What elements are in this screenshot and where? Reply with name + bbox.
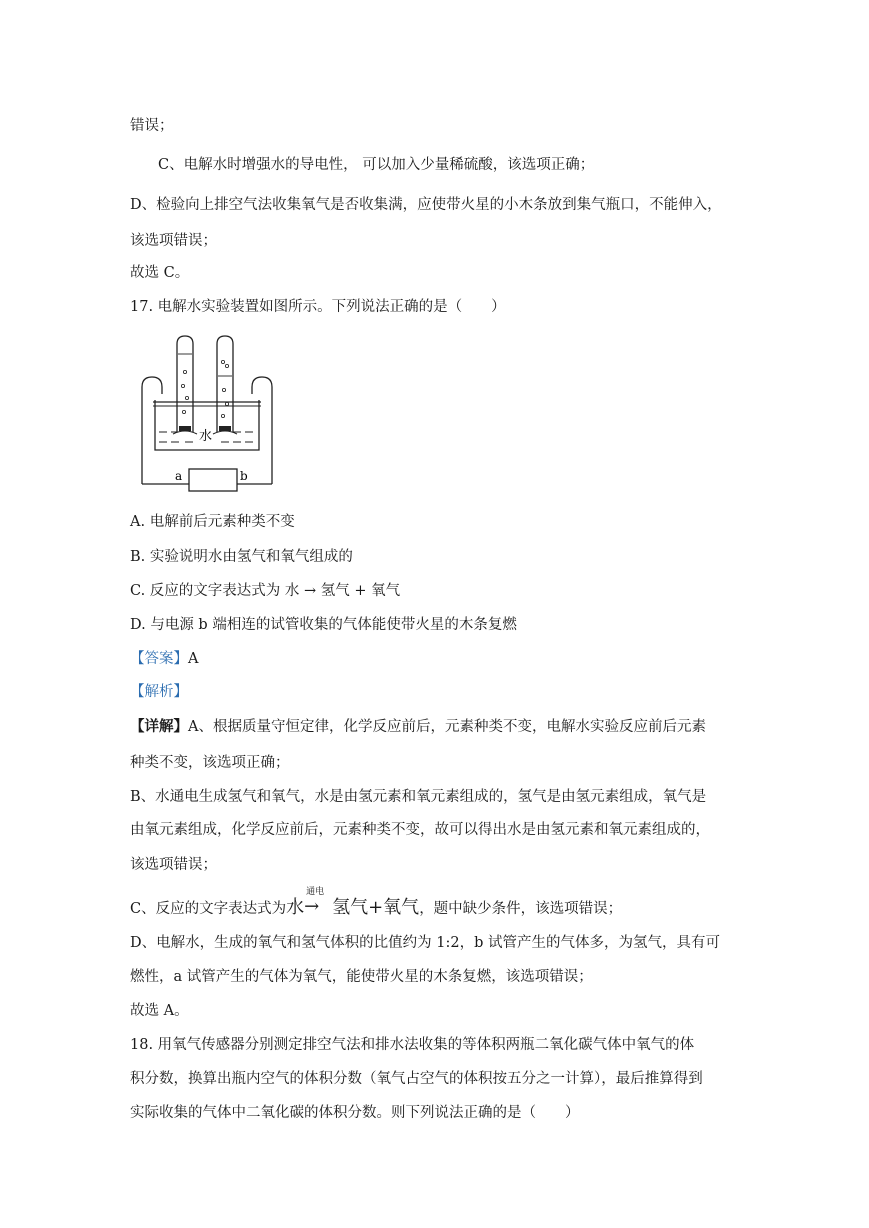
analysis-tag: 【解析】: [130, 684, 188, 700]
detail-line-3: B、水通电生成氢气和氧气，水是由氢元素和氧元素组成的，氢气是由氢元素组成，氧气是: [130, 789, 707, 805]
line-option-d-explain-2: 该选项错误；: [130, 233, 217, 249]
equation-suffix: ，题中缺少条件，该选项错误；: [419, 901, 623, 917]
question-18-line-2: 积分数，换算出瓶内空气的体积分数（氧气占空气的体积按五分之一计算），最后推算得到: [130, 1071, 703, 1087]
question-17: 17. 电解水实验装置如图所示。下列说法正确的是（ ）: [130, 299, 506, 315]
detail-line-2: 种类不变，该选项正确；: [130, 755, 290, 771]
detail-line-9: 故选 A。: [130, 1003, 189, 1019]
arrow-icon: →: [304, 896, 320, 917]
option-b: B. 实验说明水由氢气和氧气组成的: [130, 549, 353, 565]
answer-tag: 【答案】: [130, 651, 188, 667]
reaction-arrow: [304, 887, 332, 917]
equation-products: 氢气+氧气: [332, 897, 420, 918]
electrolysis-apparatus-figure: [137, 332, 277, 494]
detail-text-1: A、根据质量守恒定律，化学反应前后，元素种类不变，电解水实验反应前后元素: [188, 719, 706, 735]
arrow-condition: 通电: [306, 887, 325, 897]
answer-line: [130, 647, 198, 668]
equation-prefix: C、反应的文字表达式为: [130, 901, 287, 917]
option-c: C. 反应的文字表达式为 水 → 氢气 + 氧气: [130, 583, 401, 599]
equation-water: 水: [286, 897, 305, 918]
line-option-c-explain: C、电解水时增强水的导电性， 可以加入少量稀硫酸，该选项正确；: [158, 157, 595, 173]
answer-value: A: [188, 651, 199, 667]
question-18-line-1: 18. 用氧气传感器分别测定排空气法和排水法收集的等体积两瓶二氧化碳气体中氧气的体: [130, 1037, 695, 1053]
detail-tag: 【详解】: [130, 719, 188, 735]
detail-line-5: 该选项错误；: [130, 857, 217, 873]
detail-line-4: 由氧元素组成，化学反应前后，元素种类不变，故可以得出水是由氢元素和氧元素组成的，: [130, 822, 710, 838]
detail-equation-line: [130, 887, 623, 919]
line-choose-c: 故选 C。: [130, 265, 190, 281]
detail-line-1: [130, 715, 706, 736]
detail-line-7: D、电解水，生成的氧气和氢气体积的比值约为 1:2，b 试管产生的气体多，为氢气，具有可: [130, 935, 720, 951]
line-option-d-explain: D、检验向上排空气法收集氧气是否收集满，应使带火星的小木条放到集气瓶口，不能伸入，: [130, 197, 722, 213]
detail-line-8: 燃性，a 试管产生的气体为氧气，能使带火星的木条复燃，该选项错误；: [130, 969, 593, 985]
line-error: 错误；: [130, 118, 174, 134]
question-18-line-3: 实际收集的气体中二氧化碳的体积分数。则下列说法正确的是（ ）: [130, 1105, 580, 1121]
terminal-b-label: b: [240, 469, 248, 483]
option-d: D. 与电源 b 端相连的试管收集的气体能使带火星的木条复燃: [130, 617, 517, 633]
option-a: A. 电解前后元素种类不变: [130, 514, 295, 530]
terminal-a-label: a: [175, 469, 183, 483]
water-label: 水: [199, 429, 213, 444]
